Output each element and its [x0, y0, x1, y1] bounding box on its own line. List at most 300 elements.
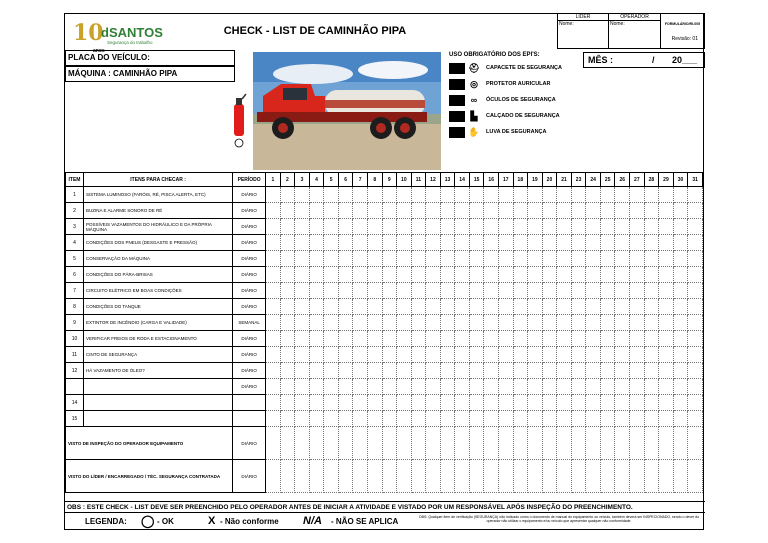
day-check-cell[interactable] [673, 347, 688, 363]
day-check-cell[interactable] [411, 203, 426, 219]
visto-signature-cell[interactable] [484, 460, 499, 493]
day-check-cell[interactable] [367, 219, 382, 235]
day-check-cell[interactable] [397, 315, 412, 331]
day-check-cell[interactable] [484, 203, 499, 219]
day-check-cell[interactable] [571, 331, 586, 347]
visto-signature-cell[interactable] [455, 427, 470, 460]
day-check-cell[interactable] [309, 347, 324, 363]
day-check-cell[interactable] [644, 347, 659, 363]
day-check-cell[interactable] [557, 331, 572, 347]
day-check-cell[interactable] [615, 251, 630, 267]
day-check-cell[interactable] [688, 363, 703, 379]
day-check-cell[interactable] [266, 363, 281, 379]
epi-checkbox[interactable] [449, 111, 465, 122]
day-check-cell[interactable] [513, 299, 528, 315]
day-check-cell[interactable] [571, 379, 586, 395]
day-check-cell[interactable] [295, 219, 310, 235]
day-check-cell[interactable] [455, 299, 470, 315]
day-check-cell[interactable] [295, 411, 310, 427]
day-check-cell[interactable] [324, 315, 339, 331]
day-check-cell[interactable] [469, 299, 484, 315]
day-check-cell[interactable] [513, 347, 528, 363]
visto-signature-cell[interactable] [542, 460, 557, 493]
day-check-cell[interactable] [353, 411, 368, 427]
day-check-cell[interactable] [600, 331, 615, 347]
day-check-cell[interactable] [309, 379, 324, 395]
day-check-cell[interactable] [280, 411, 295, 427]
day-check-cell[interactable] [309, 331, 324, 347]
day-check-cell[interactable] [411, 379, 426, 395]
day-check-cell[interactable] [586, 411, 601, 427]
day-check-cell[interactable] [644, 299, 659, 315]
day-check-cell[interactable] [367, 331, 382, 347]
day-check-cell[interactable] [455, 411, 470, 427]
day-check-cell[interactable] [659, 203, 674, 219]
placa-field[interactable]: PLACA DO VEÍCULO: [65, 50, 235, 66]
day-check-cell[interactable] [630, 347, 645, 363]
day-check-cell[interactable] [411, 315, 426, 331]
day-check-cell[interactable] [688, 251, 703, 267]
day-check-cell[interactable] [484, 251, 499, 267]
day-check-cell[interactable] [324, 411, 339, 427]
visto-signature-cell[interactable] [644, 460, 659, 493]
day-check-cell[interactable] [542, 235, 557, 251]
day-check-cell[interactable] [397, 331, 412, 347]
visto-signature-cell[interactable] [498, 427, 513, 460]
day-check-cell[interactable] [397, 299, 412, 315]
visto-signature-cell[interactable] [469, 460, 484, 493]
day-check-cell[interactable] [586, 235, 601, 251]
day-check-cell[interactable] [528, 235, 543, 251]
day-check-cell[interactable] [586, 203, 601, 219]
day-check-cell[interactable] [644, 235, 659, 251]
day-check-cell[interactable] [440, 331, 455, 347]
visto-signature-cell[interactable] [266, 427, 281, 460]
day-check-cell[interactable] [557, 203, 572, 219]
visto-signature-cell[interactable] [280, 427, 295, 460]
day-check-cell[interactable] [397, 203, 412, 219]
day-check-cell[interactable] [659, 283, 674, 299]
day-check-cell[interactable] [528, 203, 543, 219]
visto-signature-cell[interactable] [659, 427, 674, 460]
day-check-cell[interactable] [353, 251, 368, 267]
day-check-cell[interactable] [411, 395, 426, 411]
day-check-cell[interactable] [673, 187, 688, 203]
day-check-cell[interactable] [455, 203, 470, 219]
day-check-cell[interactable] [542, 283, 557, 299]
day-check-cell[interactable] [309, 187, 324, 203]
day-check-cell[interactable] [542, 219, 557, 235]
day-check-cell[interactable] [630, 187, 645, 203]
day-check-cell[interactable] [528, 363, 543, 379]
visto-signature-cell[interactable] [353, 427, 368, 460]
visto-signature-cell[interactable] [528, 460, 543, 493]
day-check-cell[interactable] [673, 411, 688, 427]
day-check-cell[interactable] [338, 395, 353, 411]
day-check-cell[interactable] [484, 219, 499, 235]
day-check-cell[interactable] [353, 331, 368, 347]
day-check-cell[interactable] [324, 251, 339, 267]
day-check-cell[interactable] [688, 347, 703, 363]
day-check-cell[interactable] [382, 363, 397, 379]
day-check-cell[interactable] [280, 315, 295, 331]
day-check-cell[interactable] [542, 203, 557, 219]
day-check-cell[interactable] [615, 203, 630, 219]
day-check-cell[interactable] [513, 315, 528, 331]
day-check-cell[interactable] [426, 187, 441, 203]
day-check-cell[interactable] [688, 203, 703, 219]
operador-signature-box[interactable] [608, 13, 661, 49]
day-check-cell[interactable] [309, 219, 324, 235]
visto-signature-cell[interactable] [338, 460, 353, 493]
day-check-cell[interactable] [615, 315, 630, 331]
day-check-cell[interactable] [382, 203, 397, 219]
day-check-cell[interactable] [309, 395, 324, 411]
day-check-cell[interactable] [571, 235, 586, 251]
day-check-cell[interactable] [280, 283, 295, 299]
day-check-cell[interactable] [338, 347, 353, 363]
day-check-cell[interactable] [469, 363, 484, 379]
day-check-cell[interactable] [353, 299, 368, 315]
day-check-cell[interactable] [367, 379, 382, 395]
day-check-cell[interactable] [455, 363, 470, 379]
day-check-cell[interactable] [600, 203, 615, 219]
day-check-cell[interactable] [630, 363, 645, 379]
day-check-cell[interactable] [426, 219, 441, 235]
day-check-cell[interactable] [600, 267, 615, 283]
day-check-cell[interactable] [324, 219, 339, 235]
day-check-cell[interactable] [615, 347, 630, 363]
day-check-cell[interactable] [266, 395, 281, 411]
day-check-cell[interactable] [673, 299, 688, 315]
day-check-cell[interactable] [440, 347, 455, 363]
day-check-cell[interactable] [484, 379, 499, 395]
day-check-cell[interactable] [571, 299, 586, 315]
day-check-cell[interactable] [353, 187, 368, 203]
day-check-cell[interactable] [542, 251, 557, 267]
day-check-cell[interactable] [644, 379, 659, 395]
day-check-cell[interactable] [266, 379, 281, 395]
day-check-cell[interactable] [455, 187, 470, 203]
day-check-cell[interactable] [353, 203, 368, 219]
day-check-cell[interactable] [688, 283, 703, 299]
day-check-cell[interactable] [440, 299, 455, 315]
day-check-cell[interactable] [571, 411, 586, 427]
day-check-cell[interactable] [309, 251, 324, 267]
day-check-cell[interactable] [571, 395, 586, 411]
day-check-cell[interactable] [426, 203, 441, 219]
day-check-cell[interactable] [498, 363, 513, 379]
day-check-cell[interactable] [557, 411, 572, 427]
visto-signature-cell[interactable] [397, 460, 412, 493]
visto-signature-cell[interactable] [688, 460, 703, 493]
day-check-cell[interactable] [557, 283, 572, 299]
visto-signature-cell[interactable] [528, 427, 543, 460]
day-check-cell[interactable] [673, 331, 688, 347]
day-check-cell[interactable] [557, 187, 572, 203]
day-check-cell[interactable] [586, 363, 601, 379]
day-check-cell[interactable] [324, 267, 339, 283]
day-check-cell[interactable] [630, 299, 645, 315]
day-check-cell[interactable] [528, 251, 543, 267]
day-check-cell[interactable] [266, 331, 281, 347]
day-check-cell[interactable] [659, 299, 674, 315]
day-check-cell[interactable] [280, 299, 295, 315]
day-check-cell[interactable] [338, 363, 353, 379]
day-check-cell[interactable] [426, 347, 441, 363]
day-check-cell[interactable] [280, 331, 295, 347]
visto-signature-cell[interactable] [644, 427, 659, 460]
day-check-cell[interactable] [455, 347, 470, 363]
day-check-cell[interactable] [266, 267, 281, 283]
day-check-cell[interactable] [644, 363, 659, 379]
day-check-cell[interactable] [615, 299, 630, 315]
day-check-cell[interactable] [528, 219, 543, 235]
visto-signature-cell[interactable] [309, 427, 324, 460]
day-check-cell[interactable] [266, 203, 281, 219]
day-check-cell[interactable] [440, 411, 455, 427]
day-check-cell[interactable] [324, 347, 339, 363]
day-check-cell[interactable] [673, 315, 688, 331]
day-check-cell[interactable] [498, 203, 513, 219]
visto-signature-cell[interactable] [513, 460, 528, 493]
day-check-cell[interactable] [484, 411, 499, 427]
day-check-cell[interactable] [673, 379, 688, 395]
day-check-cell[interactable] [498, 395, 513, 411]
day-check-cell[interactable] [644, 395, 659, 411]
day-check-cell[interactable] [295, 235, 310, 251]
day-check-cell[interactable] [324, 235, 339, 251]
day-check-cell[interactable] [469, 315, 484, 331]
day-check-cell[interactable] [455, 235, 470, 251]
day-check-cell[interactable] [659, 379, 674, 395]
day-check-cell[interactable] [411, 299, 426, 315]
day-check-cell[interactable] [411, 363, 426, 379]
visto-signature-cell[interactable] [411, 427, 426, 460]
visto-signature-cell[interactable] [426, 427, 441, 460]
visto-signature-cell[interactable] [557, 460, 572, 493]
day-check-cell[interactable] [673, 267, 688, 283]
day-check-cell[interactable] [295, 363, 310, 379]
visto-signature-cell[interactable] [557, 427, 572, 460]
day-check-cell[interactable] [397, 411, 412, 427]
day-check-cell[interactable] [440, 267, 455, 283]
day-check-cell[interactable] [557, 379, 572, 395]
day-check-cell[interactable] [484, 395, 499, 411]
day-check-cell[interactable] [498, 267, 513, 283]
day-check-cell[interactable] [659, 187, 674, 203]
day-check-cell[interactable] [644, 203, 659, 219]
day-check-cell[interactable] [382, 331, 397, 347]
day-check-cell[interactable] [600, 299, 615, 315]
day-check-cell[interactable] [426, 251, 441, 267]
day-check-cell[interactable] [469, 411, 484, 427]
day-check-cell[interactable] [382, 187, 397, 203]
day-check-cell[interactable] [571, 219, 586, 235]
day-check-cell[interactable] [280, 235, 295, 251]
day-check-cell[interactable] [630, 395, 645, 411]
day-check-cell[interactable] [367, 411, 382, 427]
day-check-cell[interactable] [673, 203, 688, 219]
day-check-cell[interactable] [630, 411, 645, 427]
day-check-cell[interactable] [397, 395, 412, 411]
day-check-cell[interactable] [630, 203, 645, 219]
day-check-cell[interactable] [411, 251, 426, 267]
day-check-cell[interactable] [557, 395, 572, 411]
day-check-cell[interactable] [615, 235, 630, 251]
day-check-cell[interactable] [630, 267, 645, 283]
day-check-cell[interactable] [513, 251, 528, 267]
day-check-cell[interactable] [615, 187, 630, 203]
visto-signature-cell[interactable] [324, 427, 339, 460]
day-check-cell[interactable] [338, 411, 353, 427]
day-check-cell[interactable] [426, 331, 441, 347]
day-check-cell[interactable] [469, 395, 484, 411]
day-check-cell[interactable] [411, 331, 426, 347]
day-check-cell[interactable] [338, 251, 353, 267]
day-check-cell[interactable] [571, 347, 586, 363]
day-check-cell[interactable] [440, 203, 455, 219]
day-check-cell[interactable] [498, 315, 513, 331]
day-check-cell[interactable] [411, 267, 426, 283]
day-check-cell[interactable] [469, 251, 484, 267]
day-check-cell[interactable] [440, 395, 455, 411]
day-check-cell[interactable] [382, 267, 397, 283]
day-check-cell[interactable] [280, 347, 295, 363]
day-check-cell[interactable] [498, 347, 513, 363]
day-check-cell[interactable] [397, 347, 412, 363]
day-check-cell[interactable] [338, 283, 353, 299]
day-check-cell[interactable] [426, 363, 441, 379]
day-check-cell[interactable] [513, 331, 528, 347]
visto-signature-cell[interactable] [382, 427, 397, 460]
day-check-cell[interactable] [295, 283, 310, 299]
day-check-cell[interactable] [513, 203, 528, 219]
visto-signature-cell[interactable] [513, 427, 528, 460]
day-check-cell[interactable] [600, 411, 615, 427]
day-check-cell[interactable] [586, 395, 601, 411]
day-check-cell[interactable] [659, 363, 674, 379]
day-check-cell[interactable] [600, 283, 615, 299]
visto-signature-cell[interactable] [615, 427, 630, 460]
visto-signature-cell[interactable] [673, 427, 688, 460]
day-check-cell[interactable] [542, 379, 557, 395]
day-check-cell[interactable] [295, 187, 310, 203]
day-check-cell[interactable] [498, 379, 513, 395]
day-check-cell[interactable] [266, 187, 281, 203]
day-check-cell[interactable] [586, 299, 601, 315]
day-check-cell[interactable] [382, 315, 397, 331]
day-check-cell[interactable] [528, 411, 543, 427]
day-check-cell[interactable] [600, 347, 615, 363]
day-check-cell[interactable] [309, 315, 324, 331]
day-check-cell[interactable] [615, 379, 630, 395]
day-check-cell[interactable] [367, 315, 382, 331]
day-check-cell[interactable] [484, 347, 499, 363]
day-check-cell[interactable] [397, 219, 412, 235]
day-check-cell[interactable] [644, 331, 659, 347]
day-check-cell[interactable] [397, 363, 412, 379]
day-check-cell[interactable] [600, 251, 615, 267]
day-check-cell[interactable] [498, 187, 513, 203]
day-check-cell[interactable] [324, 379, 339, 395]
visto-signature-cell[interactable] [309, 460, 324, 493]
day-check-cell[interactable] [688, 187, 703, 203]
day-check-cell[interactable] [513, 283, 528, 299]
day-check-cell[interactable] [688, 315, 703, 331]
day-check-cell[interactable] [382, 411, 397, 427]
day-check-cell[interactable] [469, 379, 484, 395]
day-check-cell[interactable] [586, 251, 601, 267]
day-check-cell[interactable] [557, 315, 572, 331]
visto-signature-cell[interactable] [426, 460, 441, 493]
day-check-cell[interactable] [440, 219, 455, 235]
day-check-cell[interactable] [353, 363, 368, 379]
day-check-cell[interactable] [353, 347, 368, 363]
day-check-cell[interactable] [542, 363, 557, 379]
day-check-cell[interactable] [513, 411, 528, 427]
visto-signature-cell[interactable] [469, 427, 484, 460]
day-check-cell[interactable] [557, 235, 572, 251]
day-check-cell[interactable] [411, 219, 426, 235]
day-check-cell[interactable] [615, 395, 630, 411]
day-check-cell[interactable] [353, 235, 368, 251]
day-check-cell[interactable] [382, 379, 397, 395]
visto-signature-cell[interactable] [600, 460, 615, 493]
day-check-cell[interactable] [397, 251, 412, 267]
day-check-cell[interactable] [688, 299, 703, 315]
day-check-cell[interactable] [615, 267, 630, 283]
day-check-cell[interactable] [513, 395, 528, 411]
visto-signature-cell[interactable] [586, 460, 601, 493]
day-check-cell[interactable] [309, 283, 324, 299]
day-check-cell[interactable] [367, 347, 382, 363]
day-check-cell[interactable] [353, 315, 368, 331]
day-check-cell[interactable] [469, 283, 484, 299]
day-check-cell[interactable] [455, 267, 470, 283]
day-check-cell[interactable] [469, 331, 484, 347]
day-check-cell[interactable] [266, 411, 281, 427]
day-check-cell[interactable] [498, 235, 513, 251]
day-check-cell[interactable] [367, 203, 382, 219]
day-check-cell[interactable] [498, 411, 513, 427]
epi-checkbox[interactable] [449, 95, 465, 106]
day-check-cell[interactable] [513, 363, 528, 379]
day-check-cell[interactable] [411, 235, 426, 251]
day-check-cell[interactable] [542, 299, 557, 315]
day-check-cell[interactable] [615, 411, 630, 427]
day-check-cell[interactable] [440, 283, 455, 299]
day-check-cell[interactable] [615, 283, 630, 299]
epi-checkbox[interactable] [449, 127, 465, 138]
day-check-cell[interactable] [513, 379, 528, 395]
day-check-cell[interactable] [542, 347, 557, 363]
day-check-cell[interactable] [266, 235, 281, 251]
day-check-cell[interactable] [571, 283, 586, 299]
day-check-cell[interactable] [586, 347, 601, 363]
day-check-cell[interactable] [571, 363, 586, 379]
day-check-cell[interactable] [542, 331, 557, 347]
day-check-cell[interactable] [644, 219, 659, 235]
day-check-cell[interactable] [688, 235, 703, 251]
day-check-cell[interactable] [484, 363, 499, 379]
day-check-cell[interactable] [469, 203, 484, 219]
day-check-cell[interactable] [659, 395, 674, 411]
visto-signature-cell[interactable] [586, 427, 601, 460]
day-check-cell[interactable] [469, 267, 484, 283]
day-check-cell[interactable] [542, 267, 557, 283]
day-check-cell[interactable] [498, 283, 513, 299]
